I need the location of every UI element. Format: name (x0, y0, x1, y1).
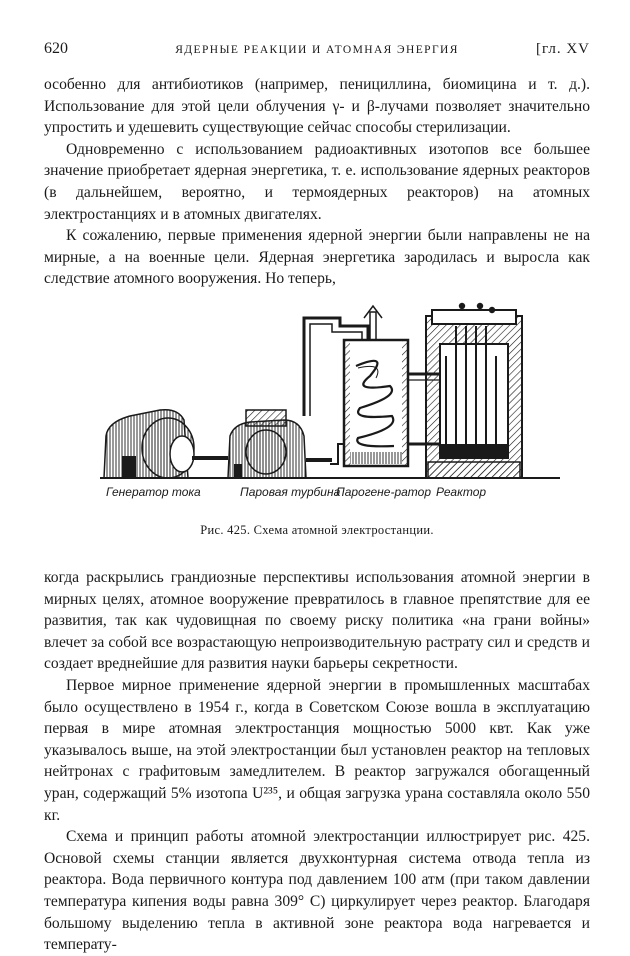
page-header (44, 38, 590, 60)
power-plant-drawing (100, 296, 560, 516)
reactor-drawing (426, 303, 522, 478)
power-plant-diagram (100, 296, 560, 516)
text-block-top (44, 74, 590, 290)
paragraph-6: Схема и принцип работы атомной электростанции иллюстрирует рис. 425. Основой схемы станции является двухконтурная система отвода тепла из реактора. Вода первичного контура под давлением 100 атм (при таком давлении температура кипения воды равна 309° С) циркулирует через реактор. Благодаря большому выделению тепла в активной зоне реактора вода нагревается и температу- (44, 828, 590, 954)
paragraph-1: особенно для антибиотиков (например, пенициллина, биомицина и т. д.). Использование для этой цели облучения γ- и β-лучами позволяет значительно упростить и удешевить существующие сейчас способы стерилизации. (44, 76, 590, 137)
paragraph-2: Одновременно с использованием радиоактивных изотопов все большее значение приобретает ядерная энергетика, т. е. использование ядерных реакторов (в дальнейшем, вероятно, и термоядерных реакторов) на атомных электростанциях и в атомных двигателях. (44, 140, 590, 223)
page-number: 620 (44, 40, 68, 57)
label-reactor: Реактор (436, 485, 487, 499)
paragraph-4: когда раскрылись грандиозные перспективы использования атомной энергии в мирных целях, атомное вооружение превратилось в главное препятствие для ее развития, так как чудовищная по своему риску политика «на грани войны» влечет за собой все возрастающую непроизводительную растрату сил и средств и создает вреднейшие для развития науки барьеры секретности. (44, 569, 590, 673)
figure-caption: Рис. 425. Схема атомной электростанции. (200, 523, 434, 537)
paragraph-3: К сожалению, первые применения ядерной энергии были направлены не на мирные, а на военные цели. Ядерная энергетика зародилась и выросла как следствие атомного вооружения. Но теперь, (44, 227, 590, 288)
text-block-bottom (44, 567, 590, 956)
turbine-drawing (228, 410, 332, 478)
generator-drawing (104, 410, 228, 478)
steam-generator-drawing (344, 306, 408, 466)
running-title: ЯДЕРНЫЕ РЕАКЦИИ И АТОМНАЯ ЭНЕРГИЯ (175, 44, 459, 56)
chapter-marker: [гл. XV (535, 41, 590, 57)
label-generator: Генератор тока (106, 485, 201, 499)
label-steam-generator: Парогене-ратор (336, 485, 432, 499)
paragraph-5: Первое мирное применение ядерной энергии в промышленных масштабах было осуществлено в 1954 г., когда в Советском Союзе вошла в эксплуатацию первая в мире атомная электростанция мощностью 5000 квт. Как уже указывалось выше, на этой электростанции был установлен реактор на тепловых нейтронах с графитовым замедлителем. В реактор загружался обогащенный уран, содержащий 5% изотопа U²³⁵, и общая загрузка урана составляла около 550 кг. (44, 676, 590, 824)
label-turbine: Паровая турбина (240, 485, 341, 499)
